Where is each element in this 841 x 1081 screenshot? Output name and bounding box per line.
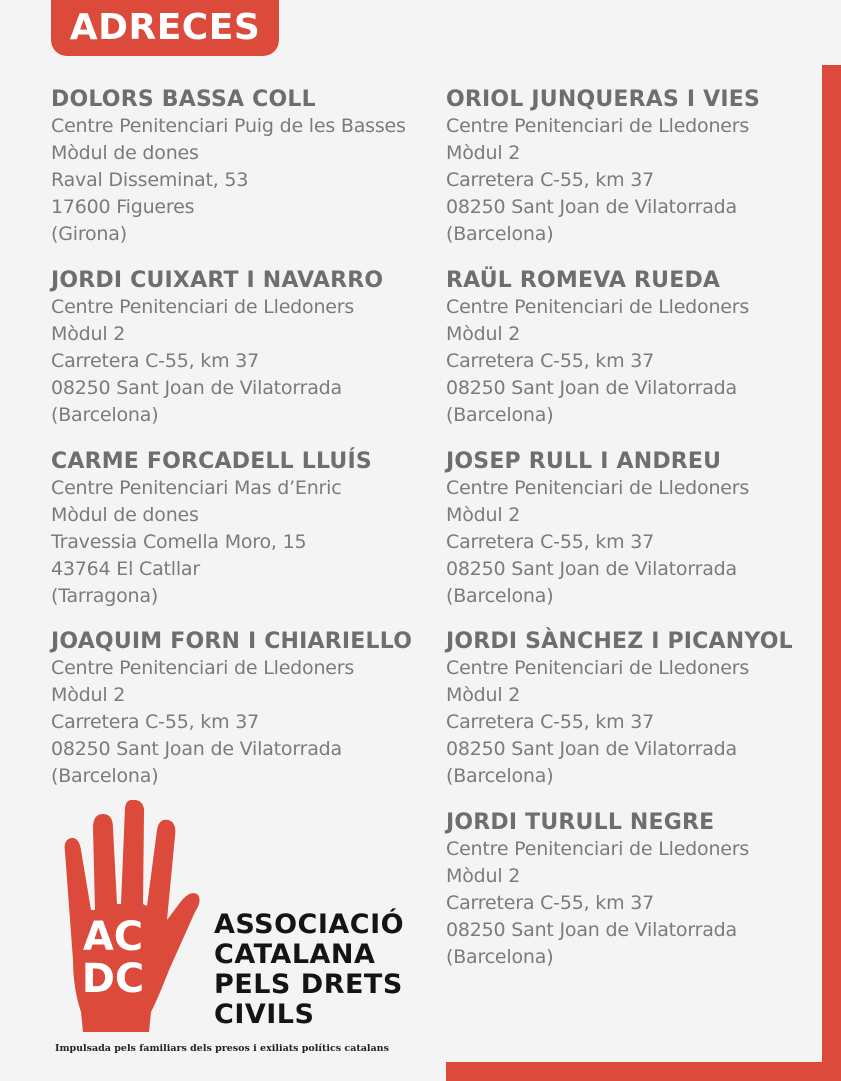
address-line: (Barcelona) <box>51 765 159 787</box>
address-entry-forn <box>51 628 431 790</box>
address-line: (Barcelona) <box>446 585 554 607</box>
address-line: Centre Penitenciari de Lledoners <box>446 115 750 137</box>
address-line: Carretera C-55, km 37 <box>446 711 655 733</box>
raised-hand-icon <box>51 800 201 1035</box>
address-line: (Barcelona) <box>446 765 554 787</box>
address-line: Travessia Comella Moro, 15 <box>51 531 307 553</box>
prisoner-name: DOLORS BASSA COLL <box>51 87 316 112</box>
address-line: Mòdul de dones <box>51 142 199 164</box>
address-line: (Barcelona) <box>51 404 159 426</box>
acdc-logo <box>51 800 411 1060</box>
address-line: Centre Penitenciari de Lledoners <box>51 657 355 679</box>
address-line: 08250 Sant Joan de Vilatorrada <box>446 558 737 580</box>
association-name-line: CATALANA <box>214 939 376 970</box>
association-name-line: ASSOCIACIÓ <box>214 909 405 940</box>
address-line: 08250 Sant Joan de Vilatorrada <box>446 919 737 941</box>
prisoner-name: CARME FORCADELL LLUÍS <box>51 449 372 474</box>
address-line: Carretera C-55, km 37 <box>446 892 655 914</box>
address-line: Centre Penitenciari de Lledoners <box>446 477 750 499</box>
address-line: Mòdul 2 <box>446 504 521 526</box>
prisoner-name: JORDI TURULL NEGRE <box>446 810 715 835</box>
association-name-line: PELS DRETS <box>214 969 403 1000</box>
association-name <box>214 910 404 1030</box>
address-line: 08250 Sant Joan de Vilatorrada <box>446 738 737 760</box>
address-line: Centre Penitenciari de Lledoners <box>446 657 750 679</box>
address-line: Mòdul 2 <box>51 684 126 706</box>
address-line: 43764 El Catllar <box>51 558 200 580</box>
address-line: Centre Penitenciari Mas d’Enric <box>51 477 342 499</box>
address-entry-forcadell <box>51 448 431 610</box>
address-line: (Girona) <box>51 223 127 245</box>
association-name-line: CIVILS <box>214 999 315 1030</box>
address-line: 08250 Sant Joan de Vilatorrada <box>446 196 737 218</box>
address-line: Carretera C-55, km 37 <box>51 350 260 372</box>
address-line: Mòdul 2 <box>446 142 521 164</box>
address-line: 08250 Sant Joan de Vilatorrada <box>51 377 342 399</box>
address-line: Raval Disseminat, 53 <box>51 169 249 191</box>
prisoner-name: ORIOL JUNQUERAS I VIES <box>446 87 761 112</box>
prisoner-name: JORDI SÀNCHEZ I PICANYOL <box>446 629 793 654</box>
address-line: Carretera C-55, km 37 <box>446 169 655 191</box>
address-line: Mòdul 2 <box>446 684 521 706</box>
address-line: Carretera C-55, km 37 <box>446 350 655 372</box>
address-line: Carretera C-55, km 37 <box>446 531 655 553</box>
address-line: Mòdul 2 <box>446 865 521 887</box>
address-line: Centre Penitenciari de Lledoners <box>446 838 750 860</box>
address-line: (Barcelona) <box>446 404 554 426</box>
page-title: ADRECES <box>51 0 279 56</box>
prisoner-name: RAÜL ROMEVA RUEDA <box>446 268 721 293</box>
address-line: Centre Penitenciari de Lledoners <box>51 296 355 318</box>
address-line: Carretera C-55, km 37 <box>51 711 260 733</box>
accent-bar-bottom <box>446 1062 841 1081</box>
address-line: 08250 Sant Joan de Vilatorrada <box>446 377 737 399</box>
address-entry-turull <box>446 809 826 971</box>
hand-letters-bottom: DC <box>81 956 145 1002</box>
address-entry-rull <box>446 448 826 610</box>
address-entry-cuixart <box>51 267 431 429</box>
address-line: Centre Penitenciari de Lledoners <box>446 296 750 318</box>
hand-letters-top: AC <box>82 914 144 960</box>
address-line: Centre Penitenciari Puig de les Basses <box>51 115 406 137</box>
prisoner-name: JORDI CUIXART I NAVARRO <box>51 268 384 293</box>
logo-tagline: Impulsada pels familiars dels presos i exiliats polítics catalans <box>55 1043 389 1054</box>
address-line: 08250 Sant Joan de Vilatorrada <box>51 738 342 760</box>
address-line: 17600 Figueres <box>51 196 195 218</box>
address-line: Mòdul 2 <box>51 323 126 345</box>
address-entry-romeva <box>446 267 826 429</box>
address-line: Mòdul 2 <box>446 323 521 345</box>
prisoner-name: JOAQUIM FORN I CHIARIELLO <box>51 629 413 654</box>
address-entry-sanchez <box>446 628 826 790</box>
address-entry-bassa <box>51 86 431 248</box>
prisoner-name: JOSEP RULL I ANDREU <box>446 449 722 474</box>
address-entry-junqueras <box>446 86 826 248</box>
address-line: Mòdul de dones <box>51 504 199 526</box>
address-line: (Tarragona) <box>51 585 159 607</box>
address-line: (Barcelona) <box>446 223 554 245</box>
address-line: (Barcelona) <box>446 946 554 968</box>
